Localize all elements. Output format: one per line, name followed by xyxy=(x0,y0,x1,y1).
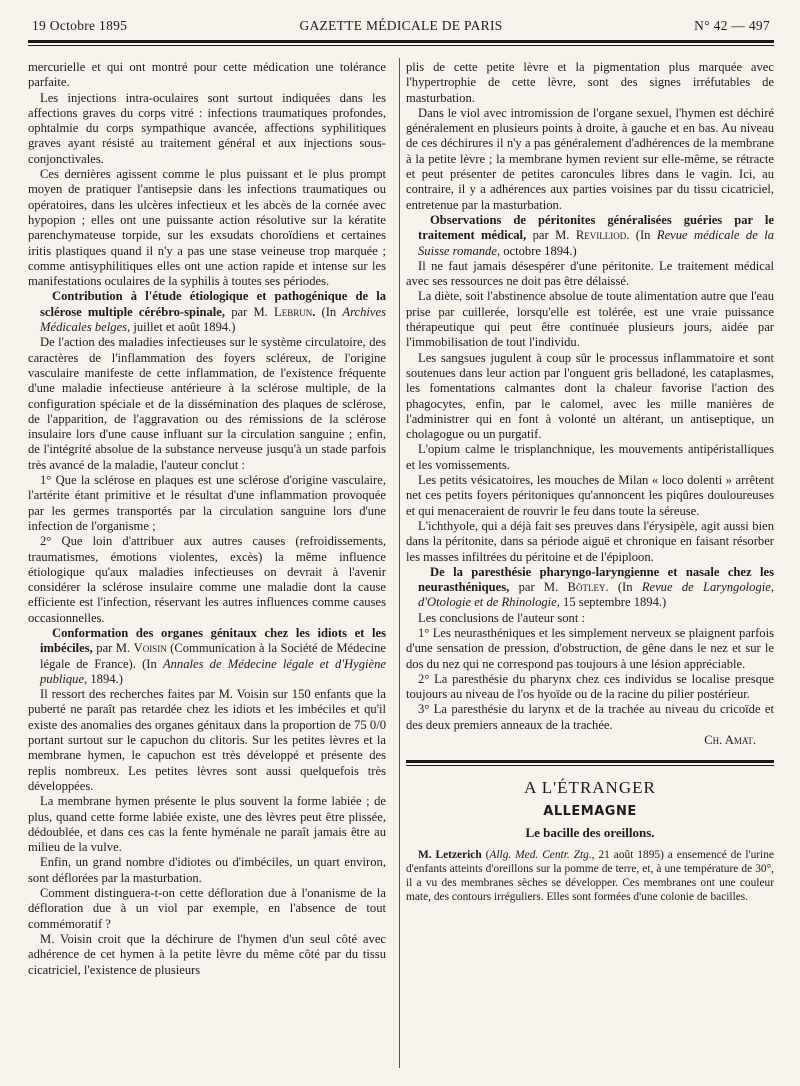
article-title-text: De la paresthésie pharyngo-laryngienne et nasale chez les neurasthéniques, xyxy=(418,564,774,595)
article-author: Revilliod xyxy=(575,228,627,243)
header-rule-thick xyxy=(28,40,774,43)
article-by: par M. xyxy=(231,304,268,319)
paragraph: Les sangsues jugulent à coup sûr le processus inflammatoire et sont soutenues dans leur action par l'onguent gris belladoné, les cataplasmes, les fomentations calmantes dont la chaleur favorise l'action des phagocytes, enfin, par le calomel, avec les mille manières de l'administrer qui en font à volonté un altérant, un antiseptique, un cholagogue ou un purgatif. xyxy=(406,350,774,442)
paragraph: La membrane hymen présente le plus souvent la forme labiée ; de plus, quand cette forme labiée existe, une des lèvres peut être plissée, dédoublée, et dans ces cas la fente hyménale ne paraît jamais être au milieu de la vulve. xyxy=(28,794,386,855)
paragraph: Les petits vésicatoires, les mouches de Milan « loco dolenti » arrêtent net ces petits foyers péritoniques qu'annoncent les piqûres douloureuses et qui menaceraient de rouvrir le feu dans toute la séreuse. xyxy=(406,473,774,518)
paragraph: M. Letzerich (Allg. Med. Centr. Ztg., 21 août 1895) a ensemencé de l'urine d'enfants atteints d'oreillons sur la pomme de terre, et, à une température de 30°, il a vu des membranes sèches se développer. Ces membranes ont une couleur mate, des contours irréguliers. Elles sont formées d'une colonie de bacilles. xyxy=(406,849,774,904)
article-signature: Ch. Amat. xyxy=(704,733,756,748)
article-date: , 15 septembre 1894.) xyxy=(556,595,667,610)
paragraph: plis de cette petite lèvre et la pigmentation plus marquée avec l'hypertrophie de cette lèvre, sont des signes irréfutables de masturbation. xyxy=(406,60,774,105)
article-journal: Revue médicale de la Suisse romande xyxy=(418,228,774,258)
paragraph: 1° Les neurasthéniques et les simplement nerveux se plaignent parfois d'une sensation de pression, d'obstruction, de gêne dans le nez et sur le dos du nez qui ne correspond pas toujours à une lésion appréciable. xyxy=(406,625,774,671)
paragraph: 3° La paresthésie du larynx et de la trachée au niveau du cricoïde et des deux premiers anneaux de la trachée. xyxy=(406,702,774,732)
paragraph: 1° Que la sclérose en plaques est une sclérose d'origine vasculaire, l'artérite étant primitive et le résultat d'une inflammation provoquée par les germes transportés par la circulation sanguine lors d'une infection de l'organisme ; xyxy=(28,473,386,533)
article-date: , 1894.) xyxy=(84,671,123,686)
header-rule-thin xyxy=(28,45,774,46)
article-author: Lebrun xyxy=(274,304,313,319)
section-article-title: Le bacille des oreillons. xyxy=(525,824,655,840)
article-author: Voisin xyxy=(133,641,167,656)
article-date: , juillet et août 1894.) xyxy=(127,320,236,335)
article-in: . (In xyxy=(605,580,633,595)
running-header xyxy=(32,14,770,40)
paragraph: Enfin, un grand nombre d'idiotes ou d'imbéciles, un quart environ, sont déflorées par la masturbation. xyxy=(28,855,386,885)
paragraph: La diète, soit l'abstinence absolue de toute alimentation autre que l'eau prise par cuillerée, lorsqu'elle est tolérée, est une vraie puissance thérapeutique qui peut être continuée plusieurs jours, aidée par l'immobilisation de tout l'individu. xyxy=(406,289,774,350)
article-journal: Archives Médicales belges xyxy=(40,304,387,335)
paragraph: Il ne faut jamais désespérer d'une péritonite. Le traitement médical avec ses ressources ne doit pas être délaissé. xyxy=(406,258,774,289)
article-title-conformation xyxy=(28,626,386,687)
article-communication: (Communication à la Société de Médecine légale de France). (In xyxy=(40,641,386,671)
paragraph: M. Voisin croit que la déchirure de l'hymen d'un seul côté avec adhérence de cet hymen à la petite lèvre du même côté par du tissu cicatriciel, l'existence de plusieurs xyxy=(28,931,386,977)
article-title-text: Conformation des organes génitaux chez les idiots et les imbéciles, xyxy=(40,625,386,656)
article-in: . (In xyxy=(626,228,651,243)
paragraph: Comment distinguera-t-on cette défloration due à l'onanisme de la défloration due à un viol par exemple, en l'absence de tout commémoratif ? xyxy=(28,886,386,931)
article-journal: Allg. Med. Centr. Ztg. xyxy=(489,849,592,862)
article-journal: Annales de Médecine légale et d'Hygiène publique xyxy=(40,656,387,686)
paragraph: Les conclusions de l'auteur sont : xyxy=(418,610,586,625)
paragraph: L'opium calme le trisplanchnique, les mouvements antipéristalliques et les vomissements. xyxy=(406,442,774,472)
article-journal: Revue de Laryngologie, d'Otologie et de Rhinologie xyxy=(418,580,774,610)
article-by: par M. xyxy=(96,641,131,656)
article-author: Bötley xyxy=(567,580,606,595)
section-country: ALLEMAGNE xyxy=(543,803,637,819)
article-title-paresthesie xyxy=(406,565,774,611)
paragraph: mercurielle et qui ont montré pour cette médication une tolérance parfaite. xyxy=(28,60,386,90)
paragraph: 2° La paresthésie du pharynx chez ces individus se localise presque toujours au niveau de l'os hyoïde ou de la racine du pilier postérieur. xyxy=(406,671,774,702)
article-by: par M. xyxy=(532,228,570,243)
article-title-peritonites xyxy=(406,213,774,259)
section-title: A L'ÉTRANGER xyxy=(524,778,656,798)
article-title-text: Contribution à l'étude étiologique et pathogénique de la sclérose multiple cérébro-spinale, xyxy=(40,289,386,319)
issue-page-number: N° 42 — 497 xyxy=(694,18,770,33)
column-divider xyxy=(399,58,400,1068)
section-rule-thick xyxy=(406,760,774,763)
paragraph: De l'action des maladies infectieuses sur le système circulatoire, des caractères de l'inflammation des foyers scléreux, de l'origine vasculaire manifeste de cette inflammation, de l'existence fréquente d'une maladie infectieuse antérieure à la sclérose multiple, de la configuration spéciale et de la dissémination des plaques de sclérose, de l'apparition, de l'aggravation ou des rémissions de la sclérose insulaire lors d'une cause influant sur la circulation sanguine ; enfin, de l'intégrité absolue de la substance nerveuse jusqu'à un stade parfois très avancé de la maladie, l'auteur conclut : xyxy=(28,335,386,472)
article-by: par M. xyxy=(518,580,559,595)
paragraph: Les injections intra-oculaires sont surtout indiquées dans les affections graves du corps vitré : infections traumatiques profondes, ophtalmie du corps sympathique avancée, affections syphilitiques graves ayant résisté au traitement général et aux injections sous-conjonctivales. xyxy=(28,90,386,166)
article-author: M. Letzerich xyxy=(418,849,482,862)
paragraph: Il ressort des recherches faites par M. Voisin sur 150 enfants que la puberté ne paraît pas retardée chez les idiots et les imbéciles et qu'il existe des anomalies des organes génitaux dans la proportion de 75 0/0 portant surtout sur le capuchon du clitoris. Sur les petites lèvres et la membrane hymen, le capuchon est très développé et présente des replis nombreux. Les petites lèvres sont aussi quelquefois très développées. xyxy=(28,687,386,793)
journal-title: GAZETTE MÉDICALE DE PARIS xyxy=(299,18,503,33)
article-title-text: Observations de péritonites généralisées guéries par le traitement médical, xyxy=(418,212,774,243)
article-title-sclerose: Contribution à l'étude étiologique et pathogénique de la sclérose multiple cérébro-spinale, par M. Lebrun. (In Archives Médicales belges, juillet et août 1894.) xyxy=(40,289,387,335)
right-column xyxy=(406,60,774,904)
article-date: , octobre 1894.) xyxy=(496,243,577,258)
paragraph: Dans le viol avec intromission de l'organe sexuel, l'hymen est déchiré généralement en plusieurs points à droite, à gauche et en bas. Au niveau de ces déchirures il n'y a pas généralement d'adhérences de la membrane à la petite lèvre ; la membrane hymen revient sur elle-même, se rétracte et peut présenter de petites caroncules libres dans le vagin. Ici, au contraire, il y a adhérences aux parties voisines par du tissu cicatriciel, entretenue par la masturbation. xyxy=(406,105,774,212)
paragraph: L'ichthyole, qui a déjà fait ses preuves dans l'érysipèle, agit aussi bien dans la péritonite, dans sa période aiguë et chronique en faisant résorber les masses infiltrées du péritoine et de l'épiploon. xyxy=(406,518,774,564)
issue-date: 19 Octobre 1895 xyxy=(32,18,128,33)
paragraph: 2° Que loin d'attribuer aux autres causes (refroidissements, traumatismes, émotions violentes, excès) la même influence étiologique qu'aux maladies infectieuses on devrait à l'avenir considérer la sclérose insulaire comme une maladie dont la cause efficiente est l'infection, réservant les autres influences comme causes occasionnelles. xyxy=(28,534,386,625)
left-column xyxy=(28,60,386,978)
section-rule-thin xyxy=(406,765,774,766)
paragraph: Ces dernières agissent comme le plus puissant et le plus prompt moyen de pratiquer l'antisepsie dans les infections traumatiques ou opératoires, dans les ulcères infectieux et les abcès de la cornée avec hypopion ; elles ont une puissante action résolutive sur la kératite parenchymateuse torpide, sur les exsudats choroïdiens et certaines iritis plastiques quand il n'y a pas une stase veineuse trop marquée ; comme antisyphilitiques elles ont une action rapide et intense sur les manifestations oculaires de la syphilis à toutes ses périodes. xyxy=(28,167,386,289)
article-body: , 21 août 1895) a ensemencé de l'urine d'enfants atteints d'oreillons sur la pomme de terre, et, à une température de 30°, il a vu des membranes sèches se développer. Ces membranes ont une couleur mate, des contours irréguliers. Elles sont formées d'une colonie de bacilles. xyxy=(406,849,774,904)
article-in: (In xyxy=(321,304,337,319)
